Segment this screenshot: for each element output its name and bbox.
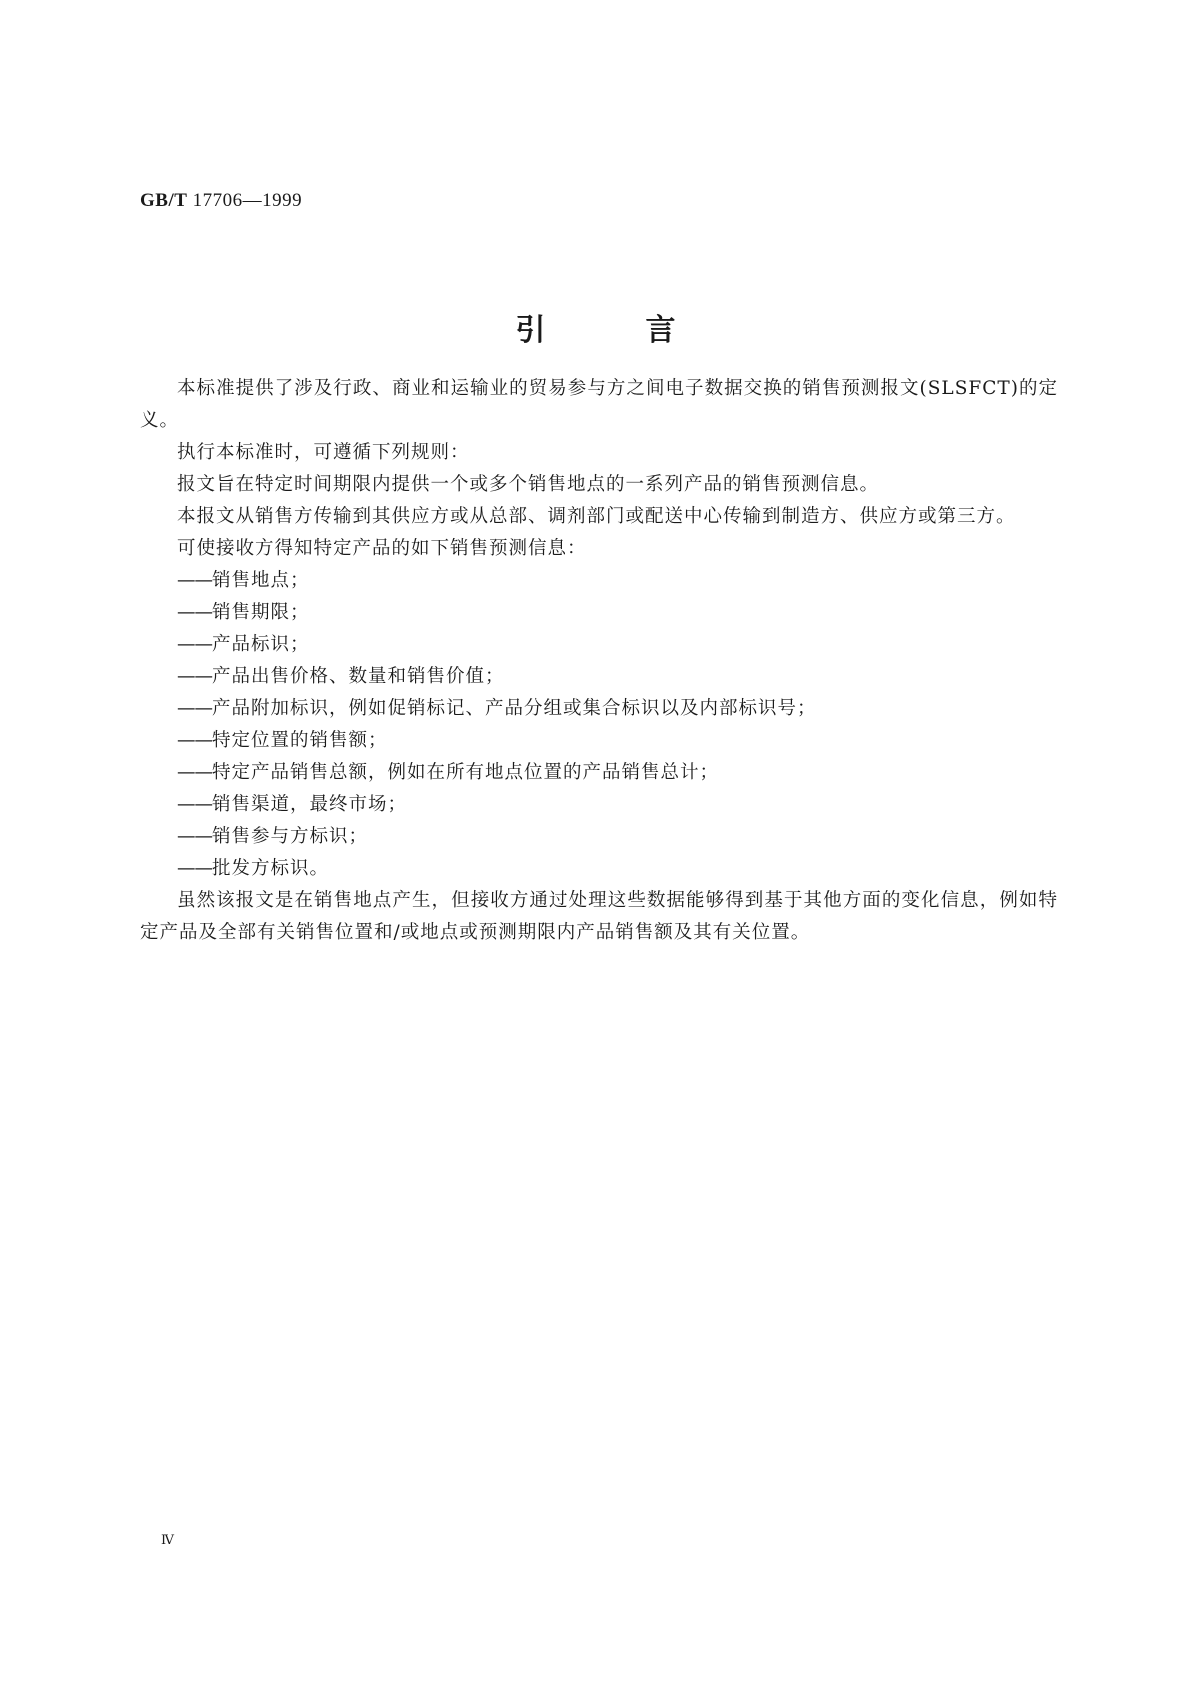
paragraph-list-intro: 可使接收方得知特定产品的如下销售预测信息： — [177, 538, 587, 559]
list-item — [140, 853, 1058, 885]
paragraph-message-transmission: 本报文从销售方传输到其供应方或从总部、调剂部门或配送中心传输到制造方、供应方或第三方。 — [177, 506, 1016, 527]
list-item-text: 特定产品销售总额，例如在所有地点位置的产品销售总计； — [212, 762, 720, 783]
paragraph-rules-intro: 执行本标准时，可遵循下列规则： — [177, 442, 470, 463]
dash-marker: —— — [177, 666, 212, 687]
list-item-text: 销售渠道，最终市场； — [212, 794, 408, 815]
list-item — [140, 725, 1058, 757]
list-item-text: 批发方标识。 — [212, 858, 330, 879]
list-item-text: 销售参与方标识； — [212, 826, 369, 847]
paragraph-data-processing: 虽然该报文是在销售地点产生，但接收方通过处理这些数据能够得到基于其他方面的变化信息，例如特定产品及全部有关销售位置和/或地点或预测期限内产品销售额及其有关位置。 — [140, 890, 1058, 943]
list-item-text: 产品标识； — [212, 634, 310, 655]
list-item-text: 销售期限； — [212, 602, 310, 623]
dash-marker: —— — [177, 570, 212, 591]
list-item — [140, 789, 1058, 821]
list-item — [140, 757, 1058, 789]
page-title — [0, 305, 1191, 349]
standard-code — [140, 190, 302, 212]
list-item-text: 产品出售价格、数量和销售价值； — [212, 666, 505, 687]
dash-marker: —— — [177, 730, 212, 751]
page-number: Ⅳ — [161, 1532, 174, 1547]
dash-marker: —— — [177, 698, 212, 719]
dash-marker: —— — [177, 762, 212, 783]
list-item-text: 产品附加标识，例如促销标记、产品分组或集合标识以及内部标识号； — [212, 698, 817, 719]
paragraph-message-purpose: 报文旨在特定时间期限内提供一个或多个销售地点的一系列产品的销售预测信息。 — [177, 474, 880, 495]
paragraph-scope: 本标准提供了涉及行政、商业和运输业的贸易参与方之间电子数据交换的销售预测报文(SLSFCT)的定义。 — [140, 378, 1058, 431]
standard-code-number: 17706—1999 — [192, 190, 303, 211]
forecast-info-list — [140, 565, 1058, 885]
list-item-text: 销售地点； — [212, 570, 310, 591]
standard-code-prefix: GB/T — [140, 190, 188, 211]
introduction-body — [140, 373, 1058, 949]
list-item — [140, 693, 1058, 725]
dash-marker: —— — [177, 794, 212, 815]
dash-marker: —— — [177, 858, 212, 879]
dash-marker: —— — [177, 602, 212, 623]
page-title-char-1: 引 — [515, 313, 546, 348]
list-item — [140, 565, 1058, 597]
list-item-text: 特定位置的销售额； — [212, 730, 388, 751]
list-item — [140, 661, 1058, 693]
dash-marker: —— — [177, 634, 212, 655]
page-title-char-2: 言 — [645, 313, 676, 348]
list-item — [140, 629, 1058, 661]
list-item — [140, 597, 1058, 629]
dash-marker: —— — [177, 826, 212, 847]
list-item — [140, 821, 1058, 853]
